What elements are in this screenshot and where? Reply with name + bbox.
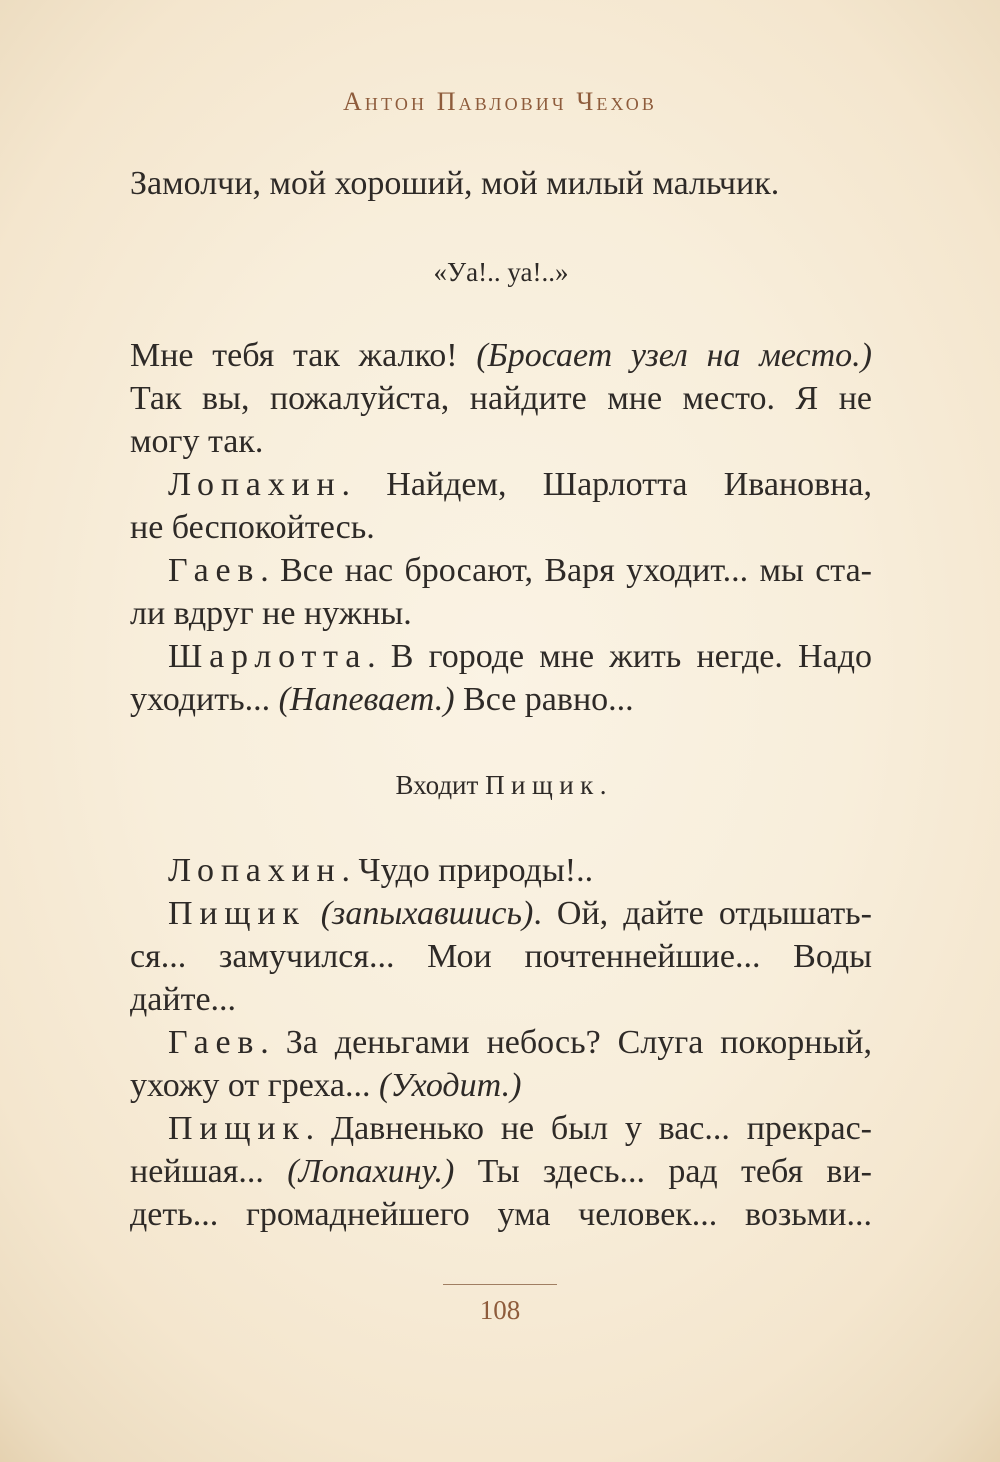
stage-direction: (Напевает.) [278,681,455,718]
text-line [130,1107,872,1150]
footer-rule [443,1284,557,1285]
speaker-name: Лопахин [168,466,342,503]
line-text: Все равно... [454,681,634,718]
stage-direction: (Лопахину.) [287,1153,455,1190]
line-text: ухожу от греха... [130,1067,379,1104]
speaker-name: Гаев [168,552,261,589]
text-line [130,1064,872,1107]
line-text: Так вы, пожалуйста, найдите мне место. Я не [130,380,872,417]
text-line [130,1193,872,1236]
line-text: ли вдруг не нужны. [130,595,412,632]
text-line [130,162,872,205]
text-line [130,592,872,635]
text-line [130,377,872,420]
text-line [130,1150,872,1193]
stage-direction: (Бросает узел на место.) [476,337,873,374]
line-text: . Ой, дайте отдышать- [533,895,873,932]
text-line [130,334,872,377]
speaker-name: Пищик [485,770,600,800]
line-text: Ты здесь... рад тебя ви- [454,1153,872,1190]
line-text: Замолчи, мой хороший, мой милый мальчик. [130,165,780,202]
line-text: могу так. [130,423,264,460]
text-line [130,420,872,463]
line-text: нейшая... [130,1153,288,1190]
line-text: деть... громаднейшего ума человек... возьми... [130,1196,872,1233]
running-head: Антон Павлович Чехов [343,87,657,116]
line-text: . За деньгами небось? Слуга покорный, [260,1024,872,1061]
line-text: не беспокойтесь. [130,509,375,546]
stage-direction: (запыхавшись) [320,895,534,932]
text-line [130,849,872,892]
text-line [130,892,872,935]
speaker-name: Пищик [168,895,306,932]
page-number: 108 [479,1295,521,1325]
line-text: Мне тебя так жалко! [130,337,477,374]
text-line [130,935,872,978]
line-text: . Давненько не был у вас... прекрас- [305,1110,872,1147]
speaker-name: Гаев [168,1024,261,1061]
line-text: . В городе мне жить негде. Надо [367,638,872,675]
text-block [130,162,872,1236]
line-text: . [599,770,607,800]
line-text: . Чудо природы!.. [341,852,594,889]
stage-direction: (Уходит.) [379,1067,522,1104]
text-line [130,506,872,549]
speaker-name: Пищик [168,1110,306,1147]
text-line [130,549,872,592]
line-text: . Найдем, Шарлотта Ивановна, [341,466,872,503]
speaker-name: Шарлотта [168,638,368,675]
text-line [130,678,872,721]
stage-direction-centered [130,764,872,807]
line-text: ся... замучился... Мои почтеннейшие... Воды [130,938,872,975]
stage-direction-centered [130,251,872,294]
text-line [130,463,872,506]
text-line [130,635,872,678]
line-text: дайте... [130,981,237,1018]
line-text: . Все нас бросают, Варя уходит... мы ста- [260,552,872,589]
line-text: «Уа!.. уа!..» [433,257,569,287]
text-line [130,978,872,1021]
line-text: Входит [395,770,486,800]
text-line [130,1021,872,1064]
line-text: уходить... [130,681,279,718]
speaker-name: Лопахин [168,852,342,889]
